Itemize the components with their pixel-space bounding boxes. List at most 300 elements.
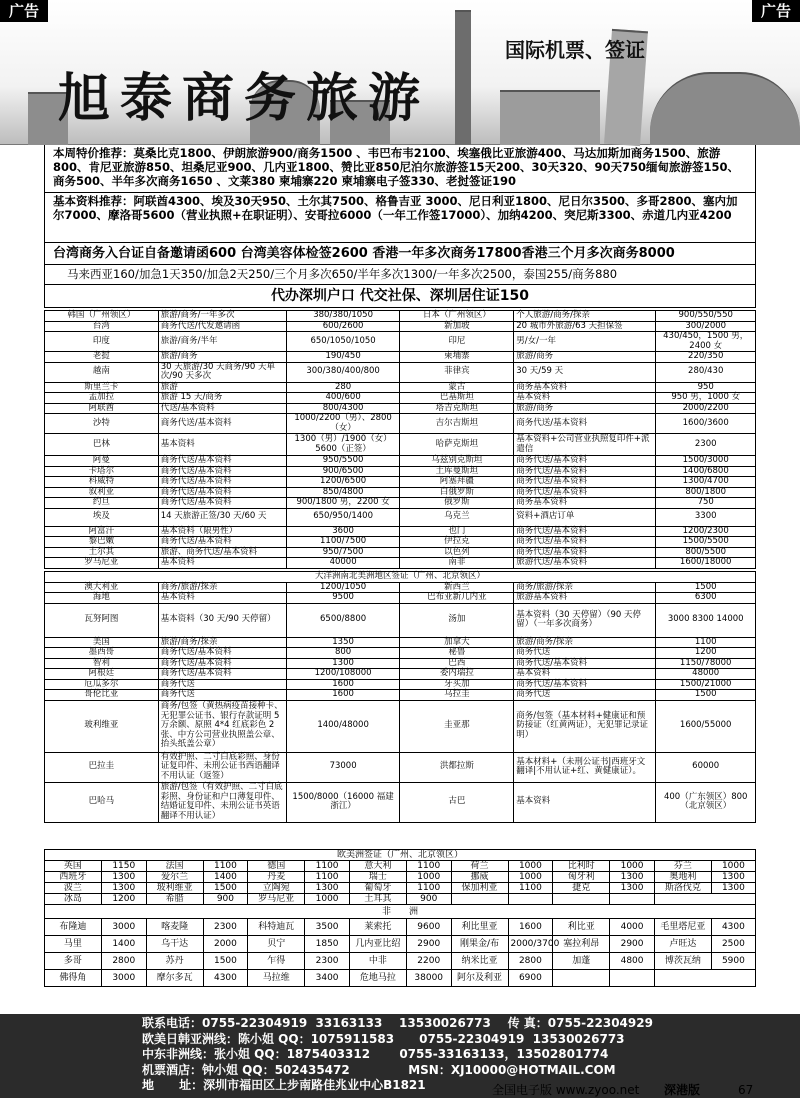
price-cell: 1300 (711, 872, 755, 883)
type-cell: 代送/基本资料 (158, 403, 286, 414)
type-cell: 基本资料（30 天/90 天停留） (158, 603, 286, 637)
country-cell: 利比里亚 (451, 919, 508, 936)
section-header-row (45, 850, 756, 861)
price-cell: 1600/55000 (656, 700, 756, 752)
price-cell: 750 (656, 498, 756, 509)
country-cell: 罗马尼亚 (45, 558, 159, 569)
country-cell: 罗马尼亚 (248, 894, 305, 905)
price-cell: 1150/78000 (656, 658, 756, 669)
contact-africa-line: 中东非洲线：张小姐 QQ：1875403312 0755-33163133，13502801774 (142, 1047, 609, 1061)
ad-label-left: 广告 (0, 0, 48, 22)
country-cell: 希腊 (146, 894, 203, 905)
country-cell: 阿塞拜疆 (400, 477, 514, 488)
weekly-special-promo: 本周特价推荐：莫桑比克1800、伊朗旅游900/商务1500 、韦巴布韦2100、埃塞俄比亚旅游400、马达加斯加商务1500、旅游800、肯尼亚旅游850、坦桑尼亚900、几内亚1800、赞比亚850尼泊尔旅游签15天200、30天320、90天750缅甸旅游签150、商务500、半年多次商务1650 、文莱380 柬埔寨220 柬埔寨电子签330、老挝签证190 (44, 145, 756, 193)
type-cell: 旅游、商务代送/基本资料 (158, 547, 286, 558)
table-row (45, 669, 756, 680)
type-cell: 旅游/商务 (514, 352, 656, 363)
country-cell: 美国 (45, 637, 159, 648)
price-cell: 2500 (711, 936, 755, 953)
price-cell: 2800 (101, 953, 146, 970)
country-cell: 土耳其 (349, 894, 406, 905)
country-cell: 中非 (349, 953, 406, 970)
price-cell: 2300 (305, 953, 350, 970)
section-header-row (45, 905, 756, 919)
country-cell: 冰岛 (45, 894, 102, 905)
tagline: 国际机票、签证 (505, 38, 645, 62)
country-cell: 也门 (400, 526, 514, 537)
country-cell: 牙买加 (400, 679, 514, 690)
country-cell: 捷克 (553, 883, 610, 894)
type-cell: 旅游/商务 (158, 352, 286, 363)
price-cell: 1200 (656, 648, 756, 659)
country-cell: 巴基斯坦 (400, 393, 514, 404)
country-cell: 智利 (45, 658, 159, 669)
price-cell: 2300 (656, 434, 756, 456)
price-cell: 1300 (101, 883, 146, 894)
type-cell: 旅游 (158, 382, 286, 393)
type-cell: 基本材料+（未刑公证书|西班牙文翻译|不用认证+红、黄健康证）。 (514, 752, 656, 782)
country-cell: 印度 (45, 332, 159, 352)
country-cell: 老挝 (45, 352, 159, 363)
country-cell: 海地 (45, 593, 159, 604)
footer-site: 全国电子版 www.zyoo.net (492, 1083, 640, 1097)
country-cell: 纳米比亚 (451, 953, 508, 970)
type-cell: 基本资料 (514, 782, 656, 822)
type-cell: 旅游/商务 (514, 403, 656, 414)
price-cell: 800/5500 (656, 547, 756, 558)
price-cell: 1200/1050 (286, 582, 400, 593)
country-cell: 伊拉克 (400, 537, 514, 548)
price-cell: 4800 (610, 953, 655, 970)
country-cell: 乌拉圭 (400, 690, 514, 701)
country-cell: 玻利维亚 (146, 883, 203, 894)
country-cell: 南非 (400, 558, 514, 569)
table-row (45, 883, 756, 894)
country-cell: 黎巴嫩 (45, 537, 159, 548)
country-cell: 瓦努阿图 (45, 603, 159, 637)
type-cell: 基本资料（30 天停留）（90 天停留）（一年多次商务） (514, 603, 656, 637)
price-cell: 1100 (203, 861, 248, 872)
price-cell: 60000 (656, 752, 756, 782)
price-cell: 2800 (508, 953, 553, 970)
price-cell: 400/600 (286, 393, 400, 404)
price-cell: 300/380/400/800 (286, 362, 400, 382)
price-cell (508, 894, 553, 905)
price-cell: 1000 (305, 894, 350, 905)
country-cell: 危地马拉 (349, 970, 406, 987)
price-cell: 1200 (101, 894, 146, 905)
country-cell: 布隆迪 (45, 919, 102, 936)
page-footer (0, 1081, 800, 1100)
country-cell: 印尼 (400, 332, 514, 352)
price-cell: 800/4300 (286, 403, 400, 414)
type-cell: 30 天/59 天 (514, 362, 656, 382)
country-cell: 新加坡 (400, 321, 514, 332)
country-cell: 古巴 (400, 782, 514, 822)
price-cell: 6900 (508, 970, 553, 987)
price-cell: 1000/2200（男）、2800（女） (286, 414, 400, 434)
country-cell (451, 894, 508, 905)
type-cell: 旅游/商务/一年多次 (158, 311, 286, 322)
price-cell: 1100 (508, 883, 553, 894)
type-cell: 商务代送/基本资料 (158, 414, 286, 434)
price-cell: 1600/3600 (656, 414, 756, 434)
type-cell: 商务代送 (158, 690, 286, 701)
country-cell: 博茨瓦纳 (654, 953, 711, 970)
price-cell: 2000 (203, 936, 248, 953)
country-cell: 法国 (146, 861, 203, 872)
price-cell: 1600 (286, 690, 400, 701)
shenzhen-hukou-promo: 代办深圳户口 代交社保、深圳居住证150 (44, 285, 756, 308)
country-cell: 约旦 (45, 498, 159, 509)
type-cell: 旅游代送/基本资料 (514, 558, 656, 569)
country-cell: 匈牙利 (553, 872, 610, 883)
price-cell: 2000/3700 (508, 936, 553, 953)
price-cell: 1100 (305, 872, 350, 883)
country-cell: 汤加 (400, 603, 514, 637)
country-cell: 阿根廷 (45, 669, 159, 680)
country-cell: 斯洛伐克 (654, 883, 711, 894)
price-cell: 3400 (305, 970, 350, 987)
country-cell: 马拉维 (248, 970, 305, 987)
price-cell: 1000 (508, 861, 553, 872)
price-cell: 1400 (203, 872, 248, 883)
price-cell: 800/1800 (656, 487, 756, 498)
price-cell: 1200/6500 (286, 477, 400, 488)
section-title: 大洋洲南北美洲地区签证（广州、北京领区） (45, 572, 756, 583)
table-row (45, 700, 756, 752)
price-cell: 430/450，1500 男，2400 女 (656, 332, 756, 352)
price-cell: 1600 (286, 679, 400, 690)
country-cell: 越南 (45, 362, 159, 382)
price-cell: 1300 (286, 658, 400, 669)
country-cell: 卢旺达 (654, 936, 711, 953)
price-cell: 1300/4700 (656, 477, 756, 488)
europe-africa-visa-table (44, 849, 756, 987)
table-row (45, 477, 756, 488)
type-cell: 商务/包签（基本材料+健康证和预防接证（红黄两证），无犯罪记录证明） (514, 700, 656, 752)
price-cell: 6300 (656, 593, 756, 604)
section-header-row (45, 572, 756, 583)
type-cell: 14 天旅游正签/30 天/60 天 (158, 508, 286, 526)
type-cell: 个人旅游/商务/探亲 (514, 311, 656, 322)
price-cell: 5900 (711, 953, 755, 970)
type-cell: 基本资料（限男性） (158, 526, 286, 537)
type-cell: 商务代送/基本资料 (158, 456, 286, 467)
country-cell: 英国 (45, 861, 102, 872)
price-cell: 3300 (656, 508, 756, 526)
table-row (45, 752, 756, 782)
price-cell: 600/2600 (286, 321, 400, 332)
country-cell: 加拿大 (400, 637, 514, 648)
country-cell: 乍得 (248, 953, 305, 970)
table-row (45, 936, 756, 953)
country-cell (553, 970, 610, 987)
table-row (45, 970, 756, 987)
country-cell: 芬兰 (654, 861, 711, 872)
country-cell: 波兰 (45, 883, 102, 894)
price-cell: 1500 (656, 690, 756, 701)
ad-label-right: 广告 (752, 0, 800, 22)
table-row (45, 537, 756, 548)
table-row (45, 498, 756, 509)
type-cell: 商务代送/基本资料 (158, 498, 286, 509)
table-row (45, 593, 756, 604)
price-cell: 3500 (305, 919, 350, 936)
table-row (45, 526, 756, 537)
price-cell: 1200/108000 (286, 669, 400, 680)
price-cell: 1350 (286, 637, 400, 648)
table-row (45, 679, 756, 690)
country-cell: 贝宁 (248, 936, 305, 953)
table-row (45, 872, 756, 883)
country-cell: 澳大利亚 (45, 582, 159, 593)
country-cell: 圭亚那 (400, 700, 514, 752)
price-cell: 950/5500 (286, 456, 400, 467)
table-row (45, 508, 756, 526)
country-cell: 以色列 (400, 547, 514, 558)
table-row (45, 321, 756, 332)
country-cell: 孟加拉 (45, 393, 159, 404)
type-cell: 基本资料 (514, 393, 656, 404)
contact-asia-line: 欧美日韩亚洲线：陈小姐 QQ：1075911583 0755-22304919 13530026773 (142, 1031, 625, 1046)
type-cell: 旅游/包签（有效护照、二寸白底彩照、身份证和户口薄复印件、结婚证复印件、未刑公证书英语翻译不用认证） (158, 782, 286, 822)
contact-address: 地 址：深圳市福田区上步南路佳兆业中心B1821 (142, 1078, 426, 1092)
type-cell: 商务代送/基本资料 (514, 466, 656, 477)
type-cell: 商务代送/基本资料 (158, 487, 286, 498)
type-cell: 商务代送 (514, 648, 656, 659)
price-cell: 1600/18000 (656, 558, 756, 569)
country-cell: 比利时 (553, 861, 610, 872)
price-cell (610, 894, 655, 905)
type-cell: 商务代送/基本资料 (514, 537, 656, 548)
country-cell: 巴拉圭 (45, 752, 159, 782)
table-row (45, 648, 756, 659)
price-cell: 1500 (203, 953, 248, 970)
price-cell: 1400/48000 (286, 700, 400, 752)
country-cell: 乌干达 (146, 936, 203, 953)
country-cell: 西班牙 (45, 872, 102, 883)
page-number: 67 (738, 1083, 754, 1097)
country-cell: 阿富汗 (45, 526, 159, 537)
country-cell: 新西兰 (400, 582, 514, 593)
price-cell: 950 男，1000 女 (656, 393, 756, 404)
country-cell: 阿联酋 (45, 403, 159, 414)
price-cell: 950 (656, 382, 756, 393)
country-cell: 荷兰 (451, 861, 508, 872)
price-cell: 38000 (406, 970, 451, 987)
country-cell: 马里 (45, 936, 102, 953)
country-cell: 俄罗斯 (400, 498, 514, 509)
table-row (45, 382, 756, 393)
price-cell: 1500/21000 (656, 679, 756, 690)
country-cell: 意大利 (349, 861, 406, 872)
country-cell: 塔吉克斯坦 (400, 403, 514, 414)
price-cell: 1300 (610, 883, 655, 894)
price-cell (610, 970, 655, 987)
type-cell: 商务基本资料 (514, 498, 656, 509)
empty-cell (654, 894, 755, 905)
country-cell: 几内亚比绍 (349, 936, 406, 953)
country-cell: 土库曼斯坦 (400, 466, 514, 477)
banner (0, 0, 800, 145)
price-cell: 3000 (101, 970, 146, 987)
type-cell: 商务/旅游/探亲 (514, 582, 656, 593)
country-cell: 斯里兰卡 (45, 382, 159, 393)
type-cell: 商务基本资料 (514, 382, 656, 393)
type-cell: 基本资料 (158, 558, 286, 569)
price-cell: 2900 (610, 936, 655, 953)
table-row (45, 414, 756, 434)
price-cell: 1100 (305, 861, 350, 872)
country-cell: 瑞士 (349, 872, 406, 883)
country-cell: 塞拉利昂 (553, 936, 610, 953)
country-cell: 秘鲁 (400, 648, 514, 659)
price-cell: 2300 (203, 919, 248, 936)
type-cell: 基本资料 (514, 669, 656, 680)
price-cell: 1300（男）/1900（女）5600（正签） (286, 434, 400, 456)
country-cell: 蒙古 (400, 382, 514, 393)
malaysia-thailand-promo: 马来西亚160/加急1天350/加急2天250/三个月多次650/半年多次1300/一年多次2500，泰国255/商务880 (44, 265, 756, 285)
price-cell: 73000 (286, 752, 400, 782)
country-cell: 埃及 (45, 508, 159, 526)
country-cell: 科威特 (45, 477, 159, 488)
price-cell: 3000 (101, 919, 146, 936)
price-cell: 850/4800 (286, 487, 400, 498)
type-cell: 20 城市外旅游/63 天担保签 (514, 321, 656, 332)
price-cell: 1500 (656, 582, 756, 593)
table-row (45, 466, 756, 477)
type-cell: 资料+酒店订单 (514, 508, 656, 526)
country-cell: 台湾 (45, 321, 159, 332)
price-cell: 48000 (656, 669, 756, 680)
price-cell: 1100/7500 (286, 537, 400, 548)
price-cell: 2000/2200 (656, 403, 756, 414)
contact-phone: 联系电话：0755-22304919 33163133 13530026773 传 真：0755-22304929 (142, 1016, 653, 1030)
price-cell: 280 (286, 382, 400, 393)
country-cell: 刚果金/布 (451, 936, 508, 953)
price-cell: 1400 (101, 936, 146, 953)
country-cell: 乌克兰 (400, 508, 514, 526)
type-cell: 商务代送/基本资料 (514, 477, 656, 488)
table-row (45, 919, 756, 936)
price-cell: 4300 (711, 919, 755, 936)
country-cell: 白俄罗斯 (400, 487, 514, 498)
country-cell: 立陶宛 (248, 883, 305, 894)
price-cell: 3000 8300 14000 (656, 603, 756, 637)
type-cell: 商务代送 (158, 679, 286, 690)
type-cell: 基本资料+公司营业执照复印件+派遣信 (514, 434, 656, 456)
country-cell: 德国 (248, 861, 305, 872)
type-cell: 商务代送/基本资料 (514, 679, 656, 690)
price-cell: 1100 (406, 861, 451, 872)
price-cell: 650/1050/1050 (286, 332, 400, 352)
price-cell: 1000 (610, 861, 655, 872)
table-row (45, 434, 756, 456)
country-cell: 葡萄牙 (349, 883, 406, 894)
price-cell: 900/6500 (286, 466, 400, 477)
country-cell: 喀麦隆 (146, 919, 203, 936)
type-cell: 旅游/商务/半年 (158, 332, 286, 352)
table-row (45, 861, 756, 872)
country-cell: 利比亚 (553, 919, 610, 936)
price-cell: 3600 (286, 526, 400, 537)
price-cell: 1000 (406, 872, 451, 883)
country-cell: 苏丹 (146, 953, 203, 970)
table-row (45, 953, 756, 970)
type-cell: 商务代送/基本资料 (514, 487, 656, 498)
table-row (45, 690, 756, 701)
price-cell: 40000 (286, 558, 400, 569)
table-row (45, 332, 756, 352)
type-cell: 男/女/一年 (514, 332, 656, 352)
table-row (45, 456, 756, 467)
brand-logo: 旭泰商务旅游 (58, 68, 431, 129)
country-cell: 佛得角 (45, 970, 102, 987)
price-cell: 950/7500 (286, 547, 400, 558)
type-cell: 商务代送/基本资料 (158, 648, 286, 659)
price-cell: 800 (286, 648, 400, 659)
type-cell: 30 天旅游/30 天商务/90 天单次/90 天多次 (158, 362, 286, 382)
table-row (45, 311, 756, 322)
country-cell: 巴布亚新几内亚 (400, 593, 514, 604)
country-cell: 毛里塔尼亚 (654, 919, 711, 936)
type-cell: 商务代送/代发邀请函 (158, 321, 286, 332)
price-cell: 1100 (656, 637, 756, 648)
type-cell: 旅游/商务/探亲 (514, 637, 656, 648)
price-cell: 1500 (203, 883, 248, 894)
country-cell: 菲律宾 (400, 362, 514, 382)
basic-docs-promo: 基本资料推荐：阿联酋4300、埃及30天950、土尔其7500、格鲁吉亚 3000、尼日利亚1800、尼日尔3500、多哥2800、塞内加尔7000、摩洛哥5600（营业执照+在职证明）、安哥拉6000（一年工作签17000）、加纳4200、突尼斯3300、赤道几内亚4200 (44, 193, 756, 243)
table-row (45, 362, 756, 382)
price-cell: 1300 (610, 872, 655, 883)
country-cell: 加蓬 (553, 953, 610, 970)
type-cell: 商务代送/基本资料 (514, 547, 656, 558)
type-cell: 商务代送/基本资料 (514, 456, 656, 467)
price-cell: 900/1800 男，2200 女 (286, 498, 400, 509)
country-cell: 厄瓜多尔 (45, 679, 159, 690)
country-cell: 巴林 (45, 434, 159, 456)
price-cell: 900/550/550 (656, 311, 756, 322)
section-title: 欧美洲签证（广州、北京领区） (45, 850, 756, 861)
table-row (45, 487, 756, 498)
price-cell: 300/2000 (656, 321, 756, 332)
table-row (45, 352, 756, 363)
price-cell: 650/950/1400 (286, 508, 400, 526)
country-cell: 日本（广州领区） (400, 311, 514, 322)
table-row (45, 403, 756, 414)
country-cell: 叙利亚 (45, 487, 159, 498)
type-cell: 商务代送/基本资料 (158, 466, 286, 477)
type-cell: 有效护照、二寸白底彩照、身份证复印件、未刑公证书西语翻译不用认证（返签） (158, 752, 286, 782)
country-cell (553, 894, 610, 905)
empty-cell (654, 970, 755, 987)
type-cell: 商务代送/基本资料 (158, 669, 286, 680)
asia-visa-table (44, 310, 756, 569)
country-cell: 玻利维亚 (45, 700, 159, 752)
type-cell: 商务代送/基本资料 (158, 537, 286, 548)
price-cell: 1300 (305, 883, 350, 894)
price-cell: 1500/3000 (656, 456, 756, 467)
type-cell: 基本资料 (158, 434, 286, 456)
country-cell: 奥地利 (654, 872, 711, 883)
table-row (45, 894, 756, 905)
price-cell: 1000 (711, 861, 755, 872)
price-cell: 1300 (101, 872, 146, 883)
country-cell: 莱索托 (349, 919, 406, 936)
country-cell: 委内瑞拉 (400, 669, 514, 680)
country-cell: 科特迪瓦 (248, 919, 305, 936)
